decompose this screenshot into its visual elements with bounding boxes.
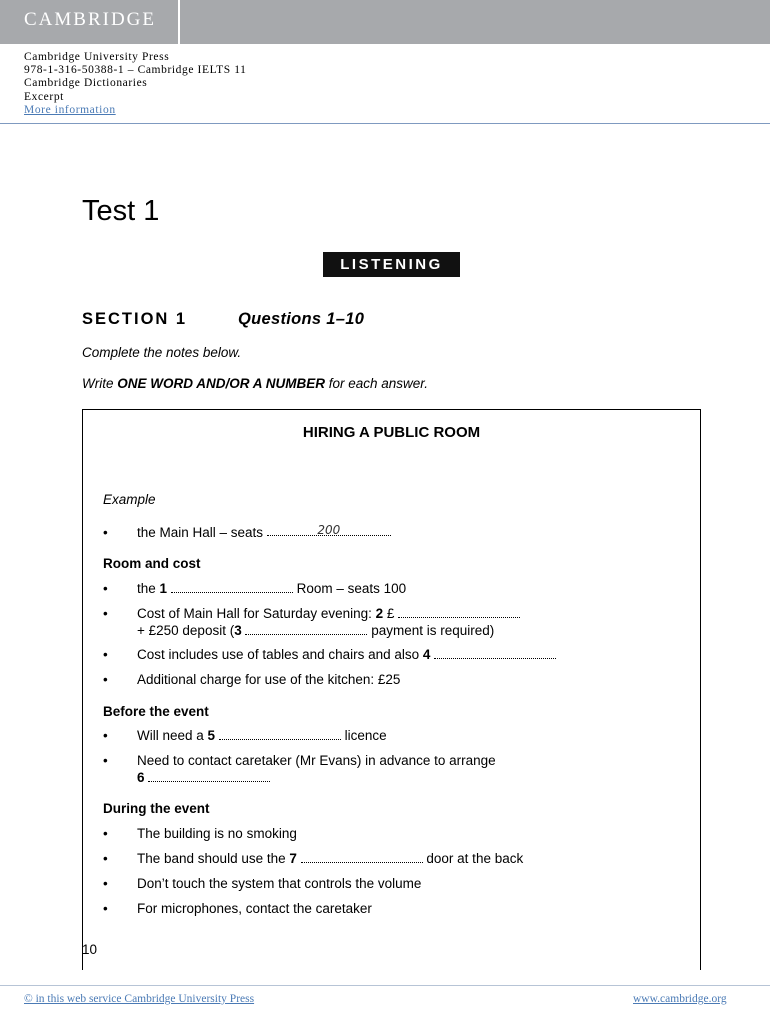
more-information-link[interactable]: More information (24, 103, 116, 116)
heading-room-and-cost: Room and cost (103, 556, 201, 571)
isbn-line: 978-1-316-50388-1 – Cambridge IELTS 11 (24, 64, 247, 77)
instruction-write: Write ONE WORD AND/OR A NUMBER for each answer. (82, 376, 429, 391)
listening-banner: LISTENING (323, 252, 460, 277)
page-number: 10 (82, 942, 98, 957)
footer-rule (0, 985, 770, 986)
logo-divider (178, 0, 180, 44)
answer-blank-6[interactable] (148, 771, 270, 782)
answer-blank-5[interactable] (219, 729, 341, 740)
copyright-link[interactable]: © in this web service Cambridge University Press (24, 993, 255, 1005)
test-title: Test 1 (82, 195, 160, 227)
heading-before-the-event: Before the event (103, 704, 209, 719)
excerpt-line: Excerpt (24, 90, 64, 103)
answer-blank-2[interactable] (398, 607, 520, 618)
publisher-line: Cambridge University Press (24, 51, 170, 63)
header-bar (0, 0, 770, 44)
answer-blank-4[interactable] (434, 648, 556, 659)
answer-blank-3[interactable] (245, 624, 367, 635)
answer-blank-7[interactable] (301, 852, 423, 863)
cambridge-logo: CAMBRIDGE (24, 9, 157, 30)
notes-title: HIRING A PUBLIC ROOM (302, 424, 481, 441)
section-label: SECTION 1 (82, 310, 188, 328)
answer-blank-1[interactable] (171, 582, 293, 593)
instruction-complete: Complete the notes below. (82, 345, 242, 360)
heading-during-the-event: During the event (103, 801, 210, 816)
example-answer: 200 (317, 523, 341, 537)
example-label: Example (103, 492, 156, 507)
book-metadata (24, 51, 247, 117)
questions-range: Questions 1–10 (238, 310, 365, 328)
dictionaries-line: Cambridge Dictionaries (24, 77, 148, 90)
header-rule (0, 123, 770, 124)
section-heading (82, 310, 365, 329)
cambridge-website-link[interactable]: www.cambridge.org (633, 993, 727, 1005)
notes-box: HIRING A PUBLIC ROOM Example • the Main Hall – seats 200 Room and cost • the 1 Room – seats 100 • Cost of Main Hall for Saturday evening: 2 £ + £250 deposit (3 payment is required) • Cost includes use of tables and chairs and also 4 • Additional charge for use of the kitchen: £25 Before the event • Will need a 5 licence • Need to contact caretaker (Mr Evans) in advance to arrange 6 During the event • The building is no smoking • The band should use the 7 door at the back • Don’t touch the system that controls the volume • For microphones, contact the caretaker (82, 409, 701, 970)
